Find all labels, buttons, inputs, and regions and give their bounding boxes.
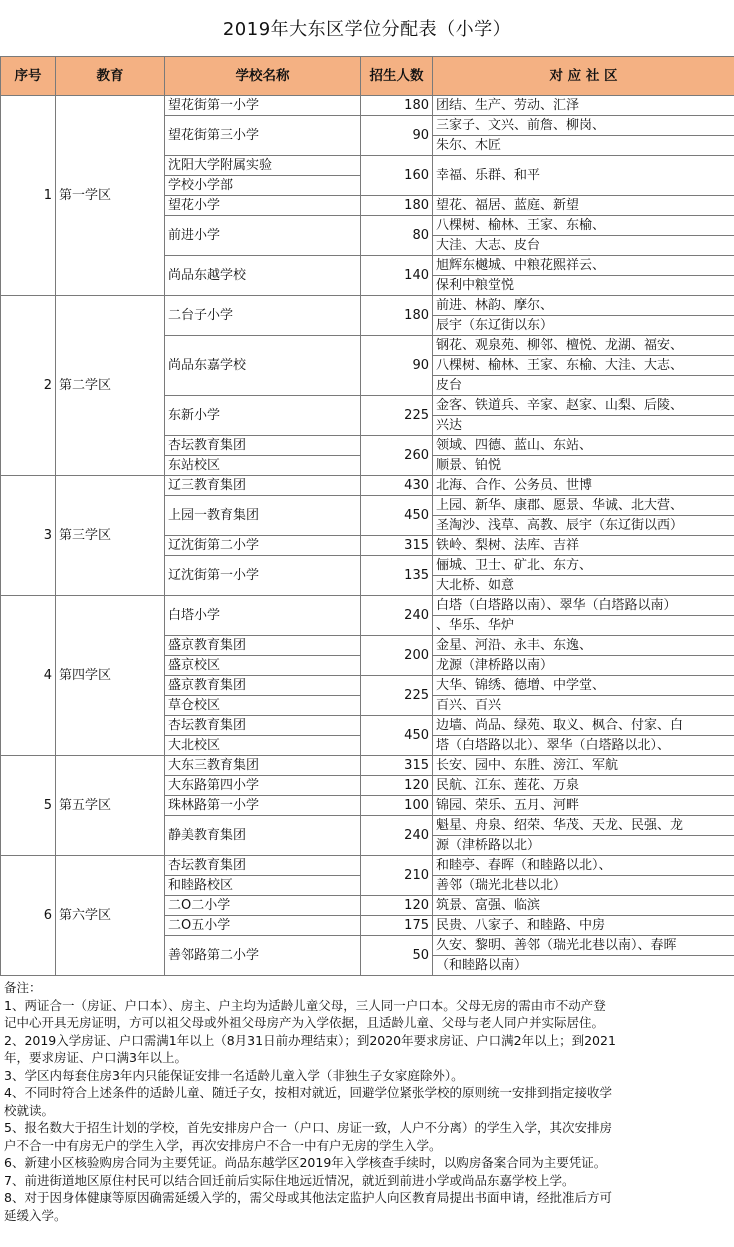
note-line: 户不合一中有房无户的学生入学，再次安排房户不合一中有户无房的学生入学。 [4,1137,442,1153]
district-seq: 3 [1,476,56,596]
district-seq: 2 [1,296,56,476]
note-line: 校就读。 [4,1102,55,1118]
community-list: 顺景、铂悦 [433,456,734,476]
community-list: 北海、合作、公务员、世博 [433,476,734,496]
note-line: 3、学区内每套住房3年内只能保证安排一名适龄儿童入学（非独生子女家庭除外）。 [4,1067,464,1083]
enrollment-count: 50 [361,936,433,976]
district-seq: 5 [1,756,56,856]
school-name: 学校小学部 [165,176,361,196]
district-name: 第四学区 [56,596,165,756]
note-line: 7、前进街道地区原住村民可以结合回迁前后实际住地远近情况，就近到前进小学或尚品东嘉学校上学。 [4,1172,575,1188]
allocation-table [0,56,734,976]
community-list: 民航、江东、莲花、万泉 [433,776,734,796]
community-list: 塔（白塔路以北）、翠华（白塔路以北）、 [433,736,734,756]
school-name: 二O二小学 [165,896,361,916]
community-list: 筑景、富强、临滨 [433,896,734,916]
table-row [1,596,734,616]
school-name: 望花街第一小学 [165,96,361,116]
community-list: 金星、河沿、永丰、东逸、 [433,636,734,656]
community-list: 大北桥、如意 [433,576,734,596]
school-name: 静美教育集团 [165,816,361,856]
school-name: 杏坛教育集团 [165,436,361,456]
header-district: 教育 [56,57,165,96]
enrollment-count: 240 [361,816,433,856]
table-body [1,96,734,976]
community-list: 幸福、乐群、和平 [433,156,734,196]
school-name: 杏坛教育集团 [165,716,361,736]
enrollment-count: 180 [361,196,433,216]
community-list: 百兴、百兴 [433,696,734,716]
note-line: 备注： [4,980,42,995]
community-list: 皮台 [433,376,734,396]
note-line: 1、两证合一（房证、户口本）、房主、户主均为适龄儿童父母，三人同一户口本。父母无房的需由市不动产登 [4,997,606,1013]
community-list: 和睦亭、春晖（和睦路以北）、 [433,856,734,876]
district-seq: 6 [1,856,56,976]
note-line: 延缓入学。 [4,1207,67,1223]
school-name: 珠林路第一小学 [165,796,361,816]
school-name: 前进小学 [165,216,361,256]
enrollment-count: 100 [361,796,433,816]
note-line: 5、报名数大于招生计划的学校，首先安排房户合一（户口、房证一致，人户不分离）的学生入学，其次安排房 [4,1120,612,1135]
enrollment-count: 80 [361,216,433,256]
community-list: 团结、生产、劳动、汇泽 [433,96,734,116]
community-list: 兴达 [433,416,734,436]
school-name: 辽沈街第二小学 [165,536,361,556]
district-name: 第一学区 [56,96,165,296]
district-seq: 1 [1,96,56,296]
community-list: 望花、福居、蓝庭、新望 [433,196,734,216]
district-name: 第三学区 [56,476,165,596]
school-name: 盛京教育集团 [165,636,361,656]
school-name: 望花小学 [165,196,361,216]
community-list: 金客、铁道兵、辛家、赵家、山梨、后陵、 [433,396,734,416]
district-name: 第二学区 [56,296,165,476]
enrollment-count: 120 [361,896,433,916]
enrollment-count: 120 [361,776,433,796]
enrollment-count: 210 [361,856,433,896]
enrollment-count: 135 [361,556,433,596]
community-list: 龙源（津桥路以南） [433,656,734,676]
enrollment-count: 240 [361,596,433,636]
community-list: （和睦路以南） [433,956,734,976]
school-name: 盛京教育集团 [165,676,361,696]
table-row [1,296,734,316]
community-list: 俪城、卫士、矿北、东方、 [433,556,734,576]
community-list: 上园、新华、康郡、愿景、华诚、北大营、 [433,496,734,516]
table-row [1,856,734,876]
community-list: 领域、四德、蓝山、东站、 [433,436,734,456]
community-list: 钢花、观泉苑、柳邻、檀悦、龙湖、福安、 [433,336,734,356]
enrollment-count: 90 [361,116,433,156]
school-name: 盛京校区 [165,656,361,676]
enrollment-count: 180 [361,96,433,116]
community-list: 大洼、大志、皮台 [433,236,734,256]
district-name: 第五学区 [56,756,165,856]
table-row [1,476,734,496]
enrollment-count: 90 [361,336,433,396]
note-line: 年，要求房证、户口满3年以上。 [4,1050,187,1065]
community-list: 铁岭、梨树、法库、吉祥 [433,536,734,556]
school-name: 二台子小学 [165,296,361,336]
notes-section [0,975,734,1247]
community-list: 魁星、舟泉、绍荣、华茂、天龙、民强、龙 [433,816,734,836]
school-name: 东站校区 [165,456,361,476]
community-list: 长安、园中、东胜、滂江、军航 [433,756,734,776]
school-name: 辽三教育集团 [165,476,361,496]
school-name: 善邻路第二小学 [165,936,361,976]
enrollment-count: 160 [361,156,433,196]
page-title: 2019年大东区学位分配表（小学） [222,19,512,40]
note-line: 4、不同时符合上述条件的适龄儿童、随迁子女，按相对就近，回避学位紧张学校的原则统一安排到指定接收学 [4,1085,612,1100]
enrollment-count: 315 [361,756,433,776]
header-community: 对 应 社 区 [433,57,734,96]
school-name: 大北校区 [165,736,361,756]
school-name: 二O五小学 [165,916,361,936]
community-list: 八棵树、榆林、王家、东榆、 [433,216,734,236]
enrollment-count: 180 [361,296,433,336]
enrollment-count: 225 [361,396,433,436]
enrollment-count: 140 [361,256,433,296]
community-list: 辰宇（东辽街以东） [433,316,734,336]
note-line: 2、2019入学房证、户口需满1年以上（8月31日前办理结束）；到2020年要求房证、户口满2年以上；到2021 [4,1032,616,1048]
school-name: 和睦路校区 [165,876,361,896]
school-name: 尚品东越学校 [165,256,361,296]
enrollment-count: 450 [361,496,433,536]
enrollment-count: 175 [361,916,433,936]
note-line: 8、对于因身体健康等原因确需延缓入学的，需父母或其他法定监护人向区教育局提出书面申请，经批准后方可 [4,1190,612,1205]
community-list: 朱尔、木匠 [433,136,734,156]
school-name: 望花街第三小学 [165,116,361,156]
community-list: 源（津桥路以北） [433,836,734,856]
table-row [1,96,734,116]
district-name: 第六学区 [56,856,165,976]
community-list: 边墙、尚品、绿苑、取义、枫合、付家、白 [433,716,734,736]
enrollment-count: 200 [361,636,433,676]
school-name: 上园一教育集团 [165,496,361,536]
note-line: 6、新建小区核验购房合同为主要凭证。尚品东越学区2019年入学核查手续时，以购房备案合同为主要凭证。 [4,1155,607,1170]
enrollment-count: 315 [361,536,433,556]
school-name: 尚品东嘉学校 [165,336,361,396]
community-list: 、华乐、华炉 [433,616,734,636]
note-line: 记中心开具无房证明，方可以祖父母或外祖父母房产为入学依据，且适龄儿童、父母与老人同户并实际居住。 [4,1015,605,1030]
community-list: 三家子、文兴、前詹、柳岗、 [433,116,734,136]
community-list: 保利中粮堂悦 [433,276,734,296]
community-list: 八棵树、榆林、王家、东榆、大洼、大志、 [433,356,734,376]
school-name: 草仓校区 [165,696,361,716]
school-name: 大东路第四小学 [165,776,361,796]
table-row [1,756,734,776]
enrollment-count: 450 [361,716,433,756]
school-name: 白塔小学 [165,596,361,636]
school-name: 辽沈街第一小学 [165,556,361,596]
community-list: 锦园、荣乐、五月、河畔 [433,796,734,816]
header-school: 学校名称 [165,57,361,96]
community-list: 大华、锦绣、德增、中学堂、 [433,676,734,696]
community-list: 前进、林韵、摩尔、 [433,296,734,316]
header-row [1,57,734,96]
community-list: 圣淘沙、浅草、高教、辰宇（东辽街以西） [433,516,734,536]
community-list: 白塔（白塔路以南）、翠华（白塔路以南） [433,596,734,616]
enrollment-count: 260 [361,436,433,476]
community-list: 民贵、八家子、和睦路、中房 [433,916,734,936]
community-list: 久安、黎明、善邻（瑞光北巷以南）、春晖 [433,936,734,956]
school-name: 大东三教育集团 [165,756,361,776]
school-name: 东新小学 [165,396,361,436]
community-list: 旭辉东樾城、中粮花熙祥云、 [433,256,734,276]
enrollment-count: 225 [361,676,433,716]
header-count: 招生人数 [361,57,433,96]
community-list: 善邻（瑞光北巷以北） [433,876,734,896]
district-seq: 4 [1,596,56,756]
school-name: 杏坛教育集团 [165,856,361,876]
header-seq: 序号 [1,57,56,96]
enrollment-count: 430 [361,476,433,496]
school-name: 沈阳大学附属实验 [165,156,361,176]
